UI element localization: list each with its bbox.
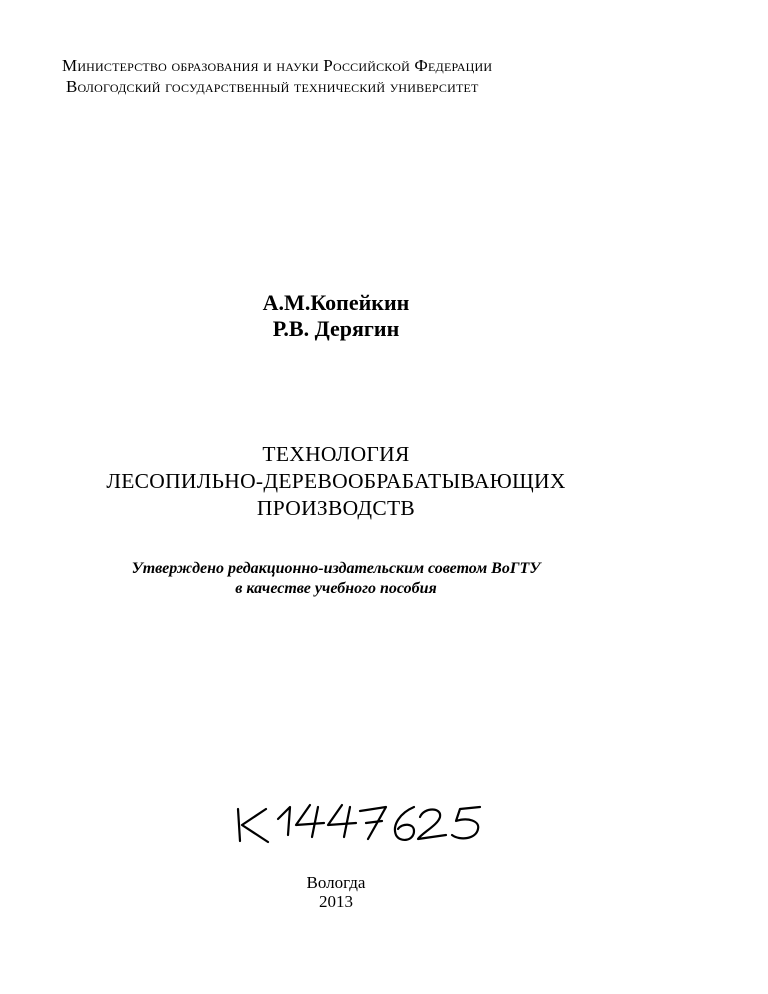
approval-note-line-1: Утверждено редакционно-издательским советом ВоГТУ [131,560,541,577]
approval-note-line-2: в качестве учебного пособия [235,580,437,597]
book-title-line-1: ТЕХНОЛОГИЯ [262,442,410,466]
author-2: Р.В. Дерягин [272,316,400,341]
book-title-line-2: ЛЕСОПИЛЬНО-ДЕРЕВООБРАБАТЫВАЮЩИХ [106,469,566,493]
ministry-name: Министерство образования и науки Российской Федерации [62,56,493,75]
university-name: Вологодский государственный технический университет [66,77,479,96]
author-1: А.М.Копейкин [262,290,410,315]
book-title-line-3: ПРОИЗВОДСТВ [256,496,416,520]
publication-year: 2013 [319,892,353,911]
publication-city: Вологда [306,873,366,892]
handwritten-inventory-number [232,795,507,850]
